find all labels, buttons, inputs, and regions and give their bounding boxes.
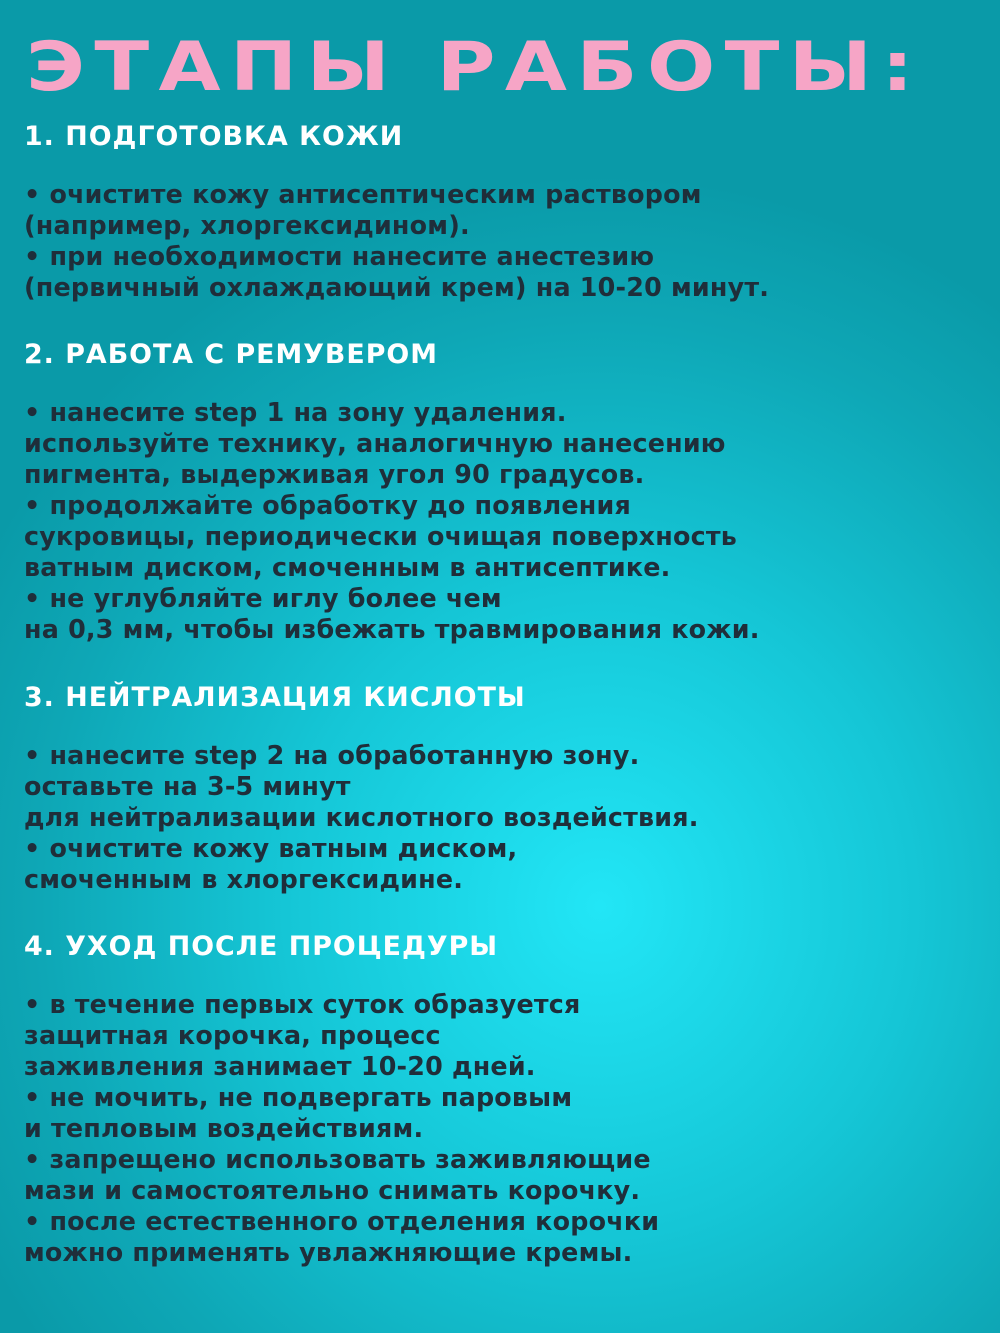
page-title: ЭТАПЫ РАБОТЫ: <box>26 28 923 107</box>
text-line: оставьте на 3-5 минут <box>24 772 351 802</box>
text-line: • запрещено использовать заживляющие <box>24 1145 651 1175</box>
text-line: смоченным в хлоргексидине. <box>24 865 464 895</box>
section-body <box>24 741 984 896</box>
text-line: • после естественного отделения корочки <box>24 1207 660 1237</box>
section-heading: 3. НЕЙТРАЛИЗАЦИЯ КИСЛОТЫ <box>24 682 526 713</box>
text-line: • в течение первых суток образуется <box>24 990 581 1020</box>
section-body <box>24 180 984 304</box>
text-line: • продолжайте обработку до появления <box>24 491 631 521</box>
text-line: • не углубляйте иглу более чем <box>24 584 502 614</box>
text-line: сукровицы, периодически очищая поверхность <box>24 522 737 552</box>
section-heading: 1. ПОДГОТОВКА КОЖИ <box>24 121 404 152</box>
section-aftercare <box>24 930 984 1269</box>
text-line: • очистите кожу ватным диском, <box>24 834 518 864</box>
text-line: защитная корочка, процесс <box>24 1021 441 1051</box>
text-line: для нейтрализации кислотного воздействия. <box>24 803 699 833</box>
section-body <box>24 990 984 1269</box>
text-line: на 0,3 мм, чтобы избежать травмирования кожи. <box>24 615 760 645</box>
section-heading: 2. РАБОТА С РЕМУВЕРОМ <box>24 339 438 370</box>
section-remover-work <box>24 338 984 646</box>
text-line: используйте технику, аналогичную нанесению <box>24 429 726 459</box>
text-line: (первичный охлаждающий крем) на 10-20 минут. <box>24 273 770 303</box>
section-skin-preparation <box>24 120 984 304</box>
text-line: • не мочить, не подвергать паровым <box>24 1083 573 1113</box>
section-heading: 4. УХОД ПОСЛЕ ПРОЦЕДУРЫ <box>24 931 499 962</box>
text-line: можно применять увлажняющие кремы. <box>24 1238 633 1268</box>
text-line: мази и самостоятельно снимать корочку. <box>24 1176 641 1206</box>
text-line: (например, хлоргексидином). <box>24 211 470 241</box>
text-line: заживления занимает 10-20 дней. <box>24 1052 536 1082</box>
text-line: • при необходимости нанесите анестезию <box>24 242 655 272</box>
text-line: пигмента, выдерживая угол 90 градусов. <box>24 460 645 490</box>
text-line: • нанесите step 2 на обработанную зону. <box>24 741 640 771</box>
section-body <box>24 398 984 646</box>
text-line: • очистите кожу антисептическим раствором <box>24 180 702 210</box>
text-line: и тепловым воздействиям. <box>24 1114 424 1144</box>
text-line: • нанесите step 1 на зону удаления. <box>24 398 567 428</box>
text-line: ватным диском, смоченным в антисептике. <box>24 553 671 583</box>
section-acid-neutralization <box>24 681 984 896</box>
